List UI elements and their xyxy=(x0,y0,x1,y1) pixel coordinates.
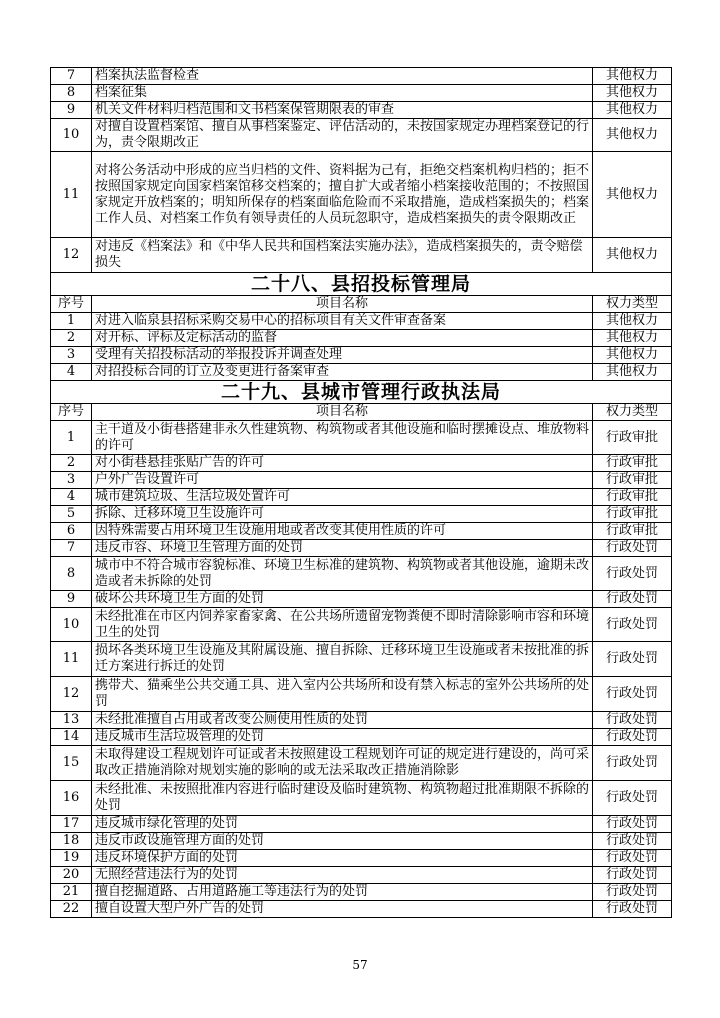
item-name: 对擅自设置档案馆、擅自从事档案鉴定、评估活动的，未按国家规定办理档案登记的行为，责令限期改正 xyxy=(92,119,593,152)
row-number: 14 xyxy=(51,729,92,746)
power-type: 行政审批 xyxy=(593,421,672,455)
power-list-table xyxy=(50,67,672,918)
power-type: 其他权力 xyxy=(593,68,672,85)
item-name: 档案征集 xyxy=(92,85,593,102)
row-number: 2 xyxy=(51,455,92,472)
row-number: 4 xyxy=(51,489,92,506)
item-name: 对违反《档案法》和《中华人民共和国档案法实施办法》，造成档案损失的，责令赔偿损失 xyxy=(92,238,593,273)
item-name: 档案执法监督检查 xyxy=(92,68,593,85)
item-name: 受理有关招投标活动的举报投诉并调查处理 xyxy=(92,347,593,364)
section-title-row xyxy=(51,273,672,296)
item-name: 未经批准、未按照批准内容进行临时建设及临时建筑物、构筑物超过批准期限不拆除的处罚 xyxy=(92,781,593,816)
power-type: 其他权力 xyxy=(593,330,672,347)
power-type: 行政处罚 xyxy=(593,867,672,884)
row-number: 6 xyxy=(51,523,92,540)
item-name: 城市建筑垃圾、生活垃圾处置许可 xyxy=(92,489,593,506)
power-type: 行政审批 xyxy=(593,506,672,523)
item-name: 对招投标合同的订立及变更进行备案审查 xyxy=(92,364,593,381)
header-item-name: 项目名称 xyxy=(92,296,593,313)
header-power-type: 权力类型 xyxy=(593,404,672,421)
table-header-row xyxy=(51,404,672,421)
item-name: 主干道及小街巷搭建非永久性建筑物、构筑物或者其他设施和临时摆摊设点、堆放物料的许可 xyxy=(92,421,593,455)
table-row xyxy=(51,102,672,119)
row-number: 1 xyxy=(51,313,92,330)
table-row xyxy=(51,642,672,677)
row-number: 22 xyxy=(51,901,92,918)
power-type: 行政处罚 xyxy=(593,540,672,557)
table-row xyxy=(51,712,672,729)
table-row xyxy=(51,347,672,364)
header-number: 序号 xyxy=(51,404,92,421)
table-row xyxy=(51,119,672,152)
table-header-row xyxy=(51,296,672,313)
item-name: 对开标、评标及定标活动的监督 xyxy=(92,330,593,347)
power-type: 行政处罚 xyxy=(593,850,672,867)
header-power-type: 权力类型 xyxy=(593,296,672,313)
header-number: 序号 xyxy=(51,296,92,313)
power-type: 其他权力 xyxy=(593,238,672,273)
item-name: 未取得建设工程规划许可证或者未按照建设工程规划许可证的规定进行建设的，尚可采取改正措施消除对规划实施的影响的或无法采取改正措施消除影 xyxy=(92,746,593,781)
item-name: 城市中不符合城市容貌标准、环境卫生标准的建筑物、构筑物或者其他设施，逾期未改造或者未拆除的处罚 xyxy=(92,557,593,591)
row-number: 10 xyxy=(51,119,92,152)
item-name: 损坏各类环境卫生设施及其附属设施、擅自拆除、迁移环境卫生设施或者未按批准的拆迁方案进行拆迁的处罚 xyxy=(92,642,593,677)
power-type: 行政处罚 xyxy=(593,677,672,712)
power-type: 行政审批 xyxy=(593,455,672,472)
row-number: 3 xyxy=(51,347,92,364)
item-name: 擅自挖掘道路、占用道路施工等违法行为的处罚 xyxy=(92,884,593,901)
table-row xyxy=(51,608,672,642)
header-item-name: 项目名称 xyxy=(92,404,593,421)
row-number: 7 xyxy=(51,540,92,557)
page-number: 57 xyxy=(352,958,368,972)
table-row xyxy=(51,85,672,102)
row-number: 8 xyxy=(51,85,92,102)
table-row xyxy=(51,901,672,918)
item-name: 违反环境保护方面的处罚 xyxy=(92,850,593,867)
table-row xyxy=(51,729,672,746)
row-number: 11 xyxy=(51,152,92,238)
item-name: 违反市政设施管理方面的处罚 xyxy=(92,833,593,850)
row-number: 12 xyxy=(51,677,92,712)
table-row xyxy=(51,781,672,816)
table-row xyxy=(51,238,672,273)
power-type: 行政处罚 xyxy=(593,729,672,746)
table-row xyxy=(51,540,672,557)
item-name: 对将公务活动中形成的应当归档的文件、资料据为己有，拒绝交档案机构归档的；拒不按照国家规定向国家档案馆移交档案的；擅自扩大或者缩小档案接收范围的；不按照国家规定开放档案的；明知所保存的档案面临危险而不采取措施，造成档案损失的；档案工作人员、对档案工作负有领导责任的人员玩忽职守，造成档案损失的责令限期改正 xyxy=(92,152,593,238)
table-row xyxy=(51,816,672,833)
item-name: 违反市容、环境卫生管理方面的处罚 xyxy=(92,540,593,557)
item-name: 违反城市生活垃圾管理的处罚 xyxy=(92,729,593,746)
table-row xyxy=(51,68,672,85)
item-name: 未经批准擅自占用或者改变公厕使用性质的处罚 xyxy=(92,712,593,729)
power-type: 行政处罚 xyxy=(593,833,672,850)
power-type: 行政审批 xyxy=(593,472,672,489)
table-row xyxy=(51,523,672,540)
table-row xyxy=(51,313,672,330)
table-row xyxy=(51,506,672,523)
table-row xyxy=(51,833,672,850)
item-name: 拆除、迁移环境卫生设施许可 xyxy=(92,506,593,523)
item-name: 对小街巷悬挂张贴广告的许可 xyxy=(92,455,593,472)
table-row xyxy=(51,455,672,472)
row-number: 5 xyxy=(51,506,92,523)
power-type: 行政审批 xyxy=(593,523,672,540)
table-row xyxy=(51,364,672,381)
row-number: 7 xyxy=(51,68,92,85)
power-type: 其他权力 xyxy=(593,347,672,364)
row-number: 11 xyxy=(51,642,92,677)
table-row xyxy=(51,867,672,884)
row-number: 16 xyxy=(51,781,92,816)
row-number: 2 xyxy=(51,330,92,347)
item-name: 破坏公共环境卫生方面的处罚 xyxy=(92,591,593,608)
power-type: 行政处罚 xyxy=(593,884,672,901)
item-name: 户外广告设置许可 xyxy=(92,472,593,489)
row-number: 21 xyxy=(51,884,92,901)
table-row xyxy=(51,746,672,781)
row-number: 9 xyxy=(51,591,92,608)
power-type: 行政处罚 xyxy=(593,591,672,608)
row-number: 19 xyxy=(51,850,92,867)
section-title: 二十九、县城市管理行政执法局 xyxy=(51,381,672,404)
power-type: 行政处罚 xyxy=(593,642,672,677)
item-name: 因特殊需要占用环境卫生设施用地或者改变其使用性质的许可 xyxy=(92,523,593,540)
row-number: 9 xyxy=(51,102,92,119)
power-type: 其他权力 xyxy=(593,364,672,381)
row-number: 15 xyxy=(51,746,92,781)
row-number: 13 xyxy=(51,712,92,729)
item-name: 无照经营违法行为的处罚 xyxy=(92,867,593,884)
item-name: 未经批准在市区内饲养家畜家禽、在公共场所遗留宠物粪便不即时清除影响市容和环境卫生的处罚 xyxy=(92,608,593,642)
table-row xyxy=(51,850,672,867)
item-name: 携带犬、猫乘坐公共交通工具、进入室内公共场所和设有禁入标志的室外公共场所的处罚 xyxy=(92,677,593,712)
power-type: 其他权力 xyxy=(593,152,672,238)
power-type: 行政处罚 xyxy=(593,816,672,833)
power-type: 其他权力 xyxy=(593,85,672,102)
power-type: 其他权力 xyxy=(593,102,672,119)
power-type: 其他权力 xyxy=(593,313,672,330)
table-row xyxy=(51,884,672,901)
row-number: 8 xyxy=(51,557,92,591)
table-row xyxy=(51,677,672,712)
section-title: 二十八、县招投标管理局 xyxy=(51,273,672,296)
table-row xyxy=(51,330,672,347)
row-number: 17 xyxy=(51,816,92,833)
row-number: 4 xyxy=(51,364,92,381)
row-number: 10 xyxy=(51,608,92,642)
table-row xyxy=(51,489,672,506)
row-number: 3 xyxy=(51,472,92,489)
power-type: 其他权力 xyxy=(593,119,672,152)
table-row xyxy=(51,591,672,608)
item-name: 对进入临泉县招标采购交易中心的招标项目有关文件审查备案 xyxy=(92,313,593,330)
item-name: 擅自设置大型户外广告的处罚 xyxy=(92,901,593,918)
table-row xyxy=(51,152,672,238)
row-number: 1 xyxy=(51,421,92,455)
row-number: 20 xyxy=(51,867,92,884)
power-type: 行政处罚 xyxy=(593,746,672,781)
row-number: 12 xyxy=(51,238,92,273)
section-title-row xyxy=(51,381,672,404)
item-name: 机关文件材料归档范围和文书档案保管期限表的审查 xyxy=(92,102,593,119)
table-row xyxy=(51,557,672,591)
power-type: 行政处罚 xyxy=(593,901,672,918)
row-number: 18 xyxy=(51,833,92,850)
power-type: 行政处罚 xyxy=(593,781,672,816)
power-type: 行政处罚 xyxy=(593,608,672,642)
power-type: 行政处罚 xyxy=(593,557,672,591)
power-type: 行政处罚 xyxy=(593,712,672,729)
table-row xyxy=(51,472,672,489)
power-type: 行政审批 xyxy=(593,489,672,506)
table-row xyxy=(51,421,672,455)
item-name: 违反城市绿化管理的处罚 xyxy=(92,816,593,833)
